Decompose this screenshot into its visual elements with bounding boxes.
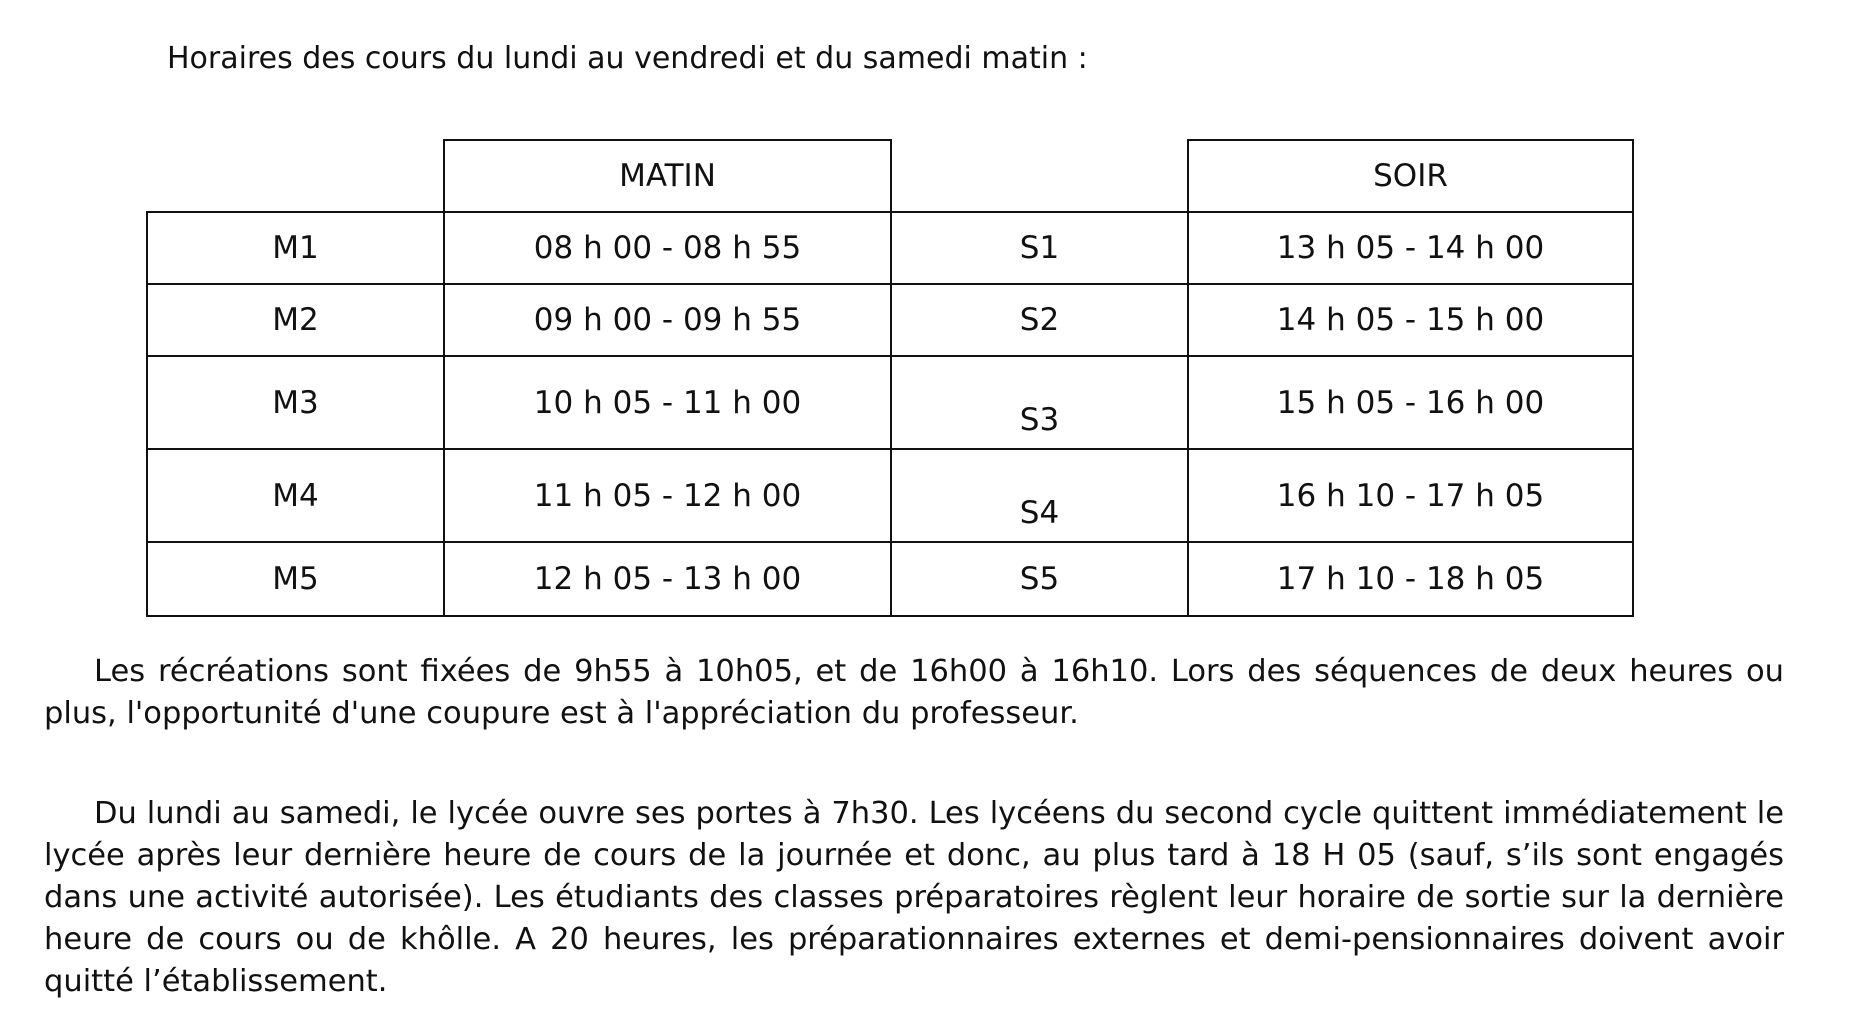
time-m4: 11 h 05 - 12 h 00 bbox=[443, 448, 892, 543]
page-heading: Horaires des cours du lundi au vendredi et du samedi matin : bbox=[167, 41, 1088, 76]
slot-s5: S5 bbox=[890, 541, 1189, 617]
hours-paragraph bbox=[44, 793, 1784, 1003]
time-s1: 13 h 05 - 14 h 00 bbox=[1187, 211, 1634, 285]
hours-text: Du lundi au samedi, le lycée ouvre ses portes à 7h30. Les lycéens du second cycle quittent immédiatement le lycée après leur dernière heure de cours de la journée et donc, au plus tard à 18 H 05 (sauf, s’ils sont engagés dans une activité autorisée). Les étudiants des classes préparatoires règlent leur horaire de sortie sur la dernière heure de cours ou de khôlle. A 20 heures, les préparationnaires externes et demi-pensionnaires doivent avoir quitté l’établissement. bbox=[44, 796, 1784, 999]
time-s2: 14 h 05 - 15 h 00 bbox=[1187, 283, 1634, 357]
slot-s1: S1 bbox=[890, 211, 1189, 285]
slot-m2: M2 bbox=[146, 283, 445, 357]
slot-s3: S3 bbox=[890, 355, 1189, 450]
slot-m4: M4 bbox=[146, 448, 445, 543]
recess-paragraph bbox=[44, 651, 1784, 735]
header-matin: MATIN bbox=[443, 139, 892, 213]
slot-m3: M3 bbox=[146, 355, 445, 450]
slot-m5: M5 bbox=[146, 541, 445, 617]
slot-s4: S4 bbox=[890, 448, 1189, 543]
slot-m1: M1 bbox=[146, 211, 445, 285]
time-s4: 16 h 10 - 17 h 05 bbox=[1187, 448, 1634, 543]
time-s5: 17 h 10 - 18 h 05 bbox=[1187, 541, 1634, 617]
time-m3: 10 h 05 - 11 h 00 bbox=[443, 355, 892, 450]
header-soir: SOIR bbox=[1187, 139, 1634, 213]
recess-text: Les récréations sont fixées de 9h55 à 10h05, et de 16h00 à 16h10. Lors des séquences de deux heures ou plus, l'opportunité d'une coupure est à l'appréciation du professeur. bbox=[44, 654, 1784, 731]
time-m2: 09 h 00 - 09 h 55 bbox=[443, 283, 892, 357]
time-m1: 08 h 00 - 08 h 55 bbox=[443, 211, 892, 285]
slot-s2: S2 bbox=[890, 283, 1189, 357]
time-s3: 15 h 05 - 16 h 00 bbox=[1187, 355, 1634, 450]
time-m5: 12 h 05 - 13 h 00 bbox=[443, 541, 892, 617]
